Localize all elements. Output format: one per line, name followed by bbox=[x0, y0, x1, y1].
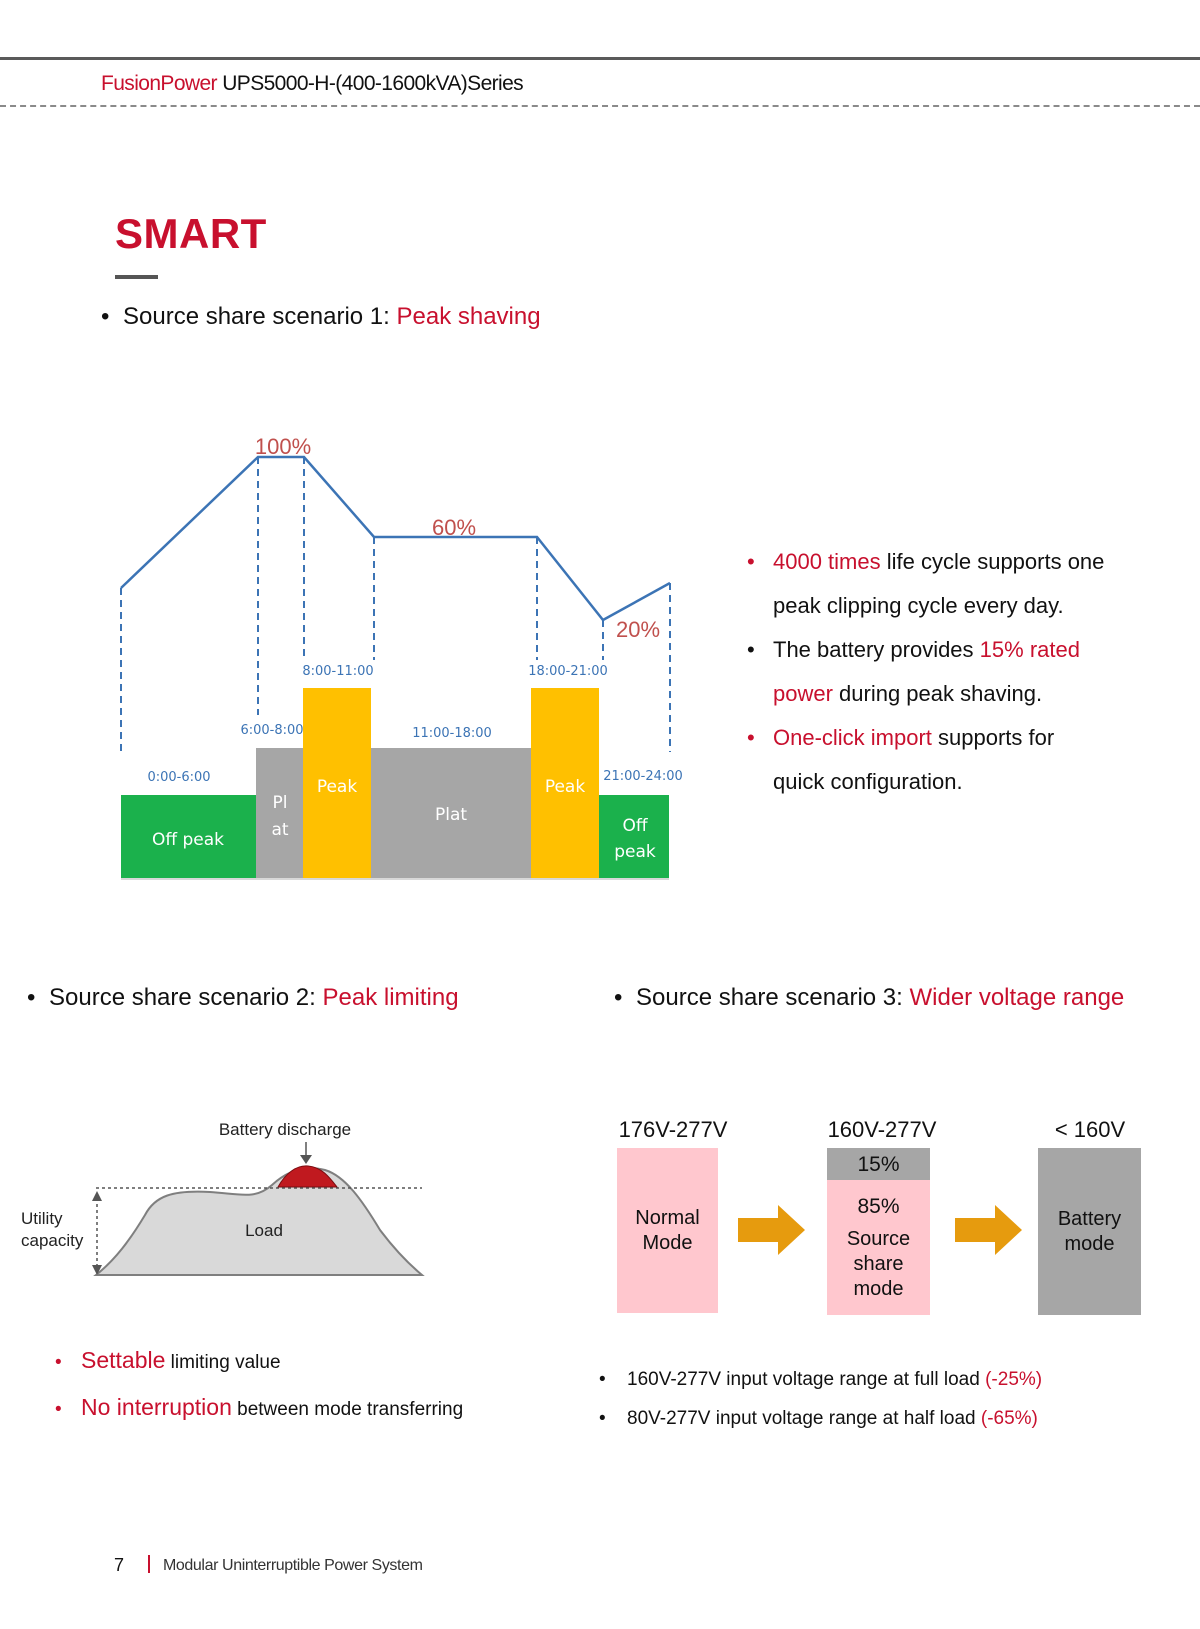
bullet1-highlight: 4000 times bbox=[773, 549, 881, 574]
battery-discharge-label: Battery discharge bbox=[218, 1120, 352, 1139]
share-battery-portion bbox=[827, 1148, 930, 1180]
battery-voltage-label: < 160V bbox=[1054, 1117, 1126, 1142]
list-item bbox=[55, 1385, 463, 1432]
time-8-11: 8:00-11:00 bbox=[302, 664, 374, 679]
bullet-icon: • bbox=[599, 1408, 606, 1429]
peak-shaving-chart bbox=[0, 0, 700, 900]
scenario3-bullets bbox=[599, 1360, 1042, 1438]
scenario2-heading bbox=[27, 984, 459, 1012]
bullet-icon: • bbox=[101, 303, 110, 330]
battery-mode-box bbox=[1038, 1148, 1141, 1315]
normal-voltage-label: 176V-277V bbox=[618, 1117, 728, 1142]
bullet3-text: supports for bbox=[931, 725, 1055, 750]
normal-mode-line1: Normal bbox=[635, 1206, 700, 1229]
seg-at: at bbox=[271, 820, 289, 840]
label-100: 100% bbox=[254, 434, 312, 459]
battery-discharge-shape bbox=[278, 1166, 337, 1187]
bullet-icon: • bbox=[55, 1399, 62, 1420]
arrow-right-icon bbox=[952, 1203, 1024, 1257]
bullet-icon: • bbox=[55, 1352, 62, 1373]
section-title: SMART bbox=[115, 210, 267, 257]
scenario3-prefix: Source share scenario 3: bbox=[636, 984, 910, 1011]
seg-peak-1: Peak bbox=[316, 777, 358, 797]
bullet-icon: • bbox=[614, 984, 623, 1011]
time-18-21: 18:00-21:00 bbox=[528, 664, 608, 679]
arrow-down-icon bbox=[300, 1155, 312, 1164]
seg-peak-2: Peak bbox=[544, 777, 586, 797]
header-brand: FusionPower bbox=[101, 72, 217, 95]
bullet-icon: • bbox=[27, 984, 36, 1011]
bullet2-highlight: 15% rated bbox=[979, 637, 1080, 662]
list-item bbox=[747, 628, 1193, 716]
normal-mode-line2: Mode bbox=[642, 1231, 693, 1254]
scenario2-prefix: Source share scenario 2: bbox=[49, 984, 323, 1011]
scenario1-highlight: Peak shaving bbox=[396, 303, 541, 330]
scenario1-bullets bbox=[747, 540, 1193, 804]
bar-off-peak-2 bbox=[599, 795, 669, 878]
list-item bbox=[55, 1338, 463, 1385]
scenario2-highlight: Peak limiting bbox=[322, 984, 459, 1011]
arrow-right-icon bbox=[735, 1203, 807, 1257]
seg-off: Off bbox=[622, 816, 648, 836]
seg-peak-small: peak bbox=[614, 842, 656, 862]
bullet-icon: • bbox=[599, 1369, 606, 1390]
seg-off-peak: Off peak bbox=[151, 830, 225, 850]
source-share-mode-box bbox=[827, 1180, 930, 1315]
time-6-8: 6:00-8:00 bbox=[240, 723, 304, 738]
share-mode-line2: share bbox=[853, 1252, 904, 1275]
page-number: 7 bbox=[114, 1555, 125, 1575]
bullet-highlight: Settable bbox=[81, 1347, 166, 1373]
bullet1-text-2: peak clipping cycle every day. bbox=[773, 593, 1064, 618]
bullet-icon: • bbox=[747, 725, 755, 750]
bullet-highlight: No interruption bbox=[81, 1394, 232, 1420]
bullet-text: between mode transferring bbox=[231, 1399, 464, 1420]
bullet-text: 80V-277V input voltage range at half load bbox=[627, 1408, 981, 1429]
share-voltage-label: 160V-277V bbox=[827, 1117, 937, 1142]
share-mode-line1: Source bbox=[846, 1227, 911, 1250]
bullet3-text-2: quick configuration. bbox=[773, 769, 963, 794]
header-model: UPS5000-H-(400-1600kVA)Series bbox=[222, 72, 524, 95]
scenario2-bullets bbox=[55, 1338, 463, 1432]
list-item bbox=[747, 716, 1193, 804]
battery-mode-line1: Battery bbox=[1057, 1207, 1122, 1230]
time-0-6: 0:00-6:00 bbox=[147, 770, 211, 785]
label-60: 60% bbox=[431, 515, 477, 540]
list-item bbox=[599, 1360, 1042, 1399]
scenario3-highlight: Wider voltage range bbox=[909, 984, 1125, 1011]
footer-text: Modular Uninterruptible Power System bbox=[163, 1557, 423, 1574]
bullet-icon: • bbox=[747, 637, 755, 662]
capacity-label: capacity bbox=[21, 1231, 84, 1250]
bullet-highlight: (-65%) bbox=[980, 1408, 1038, 1429]
load-curve bbox=[121, 457, 670, 620]
time-21-24: 21:00-24:00 bbox=[603, 769, 683, 784]
bullet-text: limiting value bbox=[165, 1352, 281, 1373]
footer-divider bbox=[148, 1555, 150, 1573]
bullet-highlight: (-25%) bbox=[985, 1369, 1043, 1390]
share-mode-line3: mode bbox=[853, 1277, 904, 1300]
load-label: Load bbox=[245, 1221, 283, 1240]
bullet2-highlight-2: power bbox=[773, 681, 833, 706]
utility-label: Utility bbox=[21, 1209, 63, 1228]
list-item bbox=[599, 1399, 1042, 1438]
bullet2-text: The battery provides bbox=[773, 637, 980, 662]
scenario1-prefix: Source share scenario 1: bbox=[123, 303, 397, 330]
bullet2-text-2: during peak shaving. bbox=[832, 681, 1043, 706]
share-battery-pct: 15% bbox=[857, 1152, 900, 1176]
bullet-text: 160V-277V input voltage range at full load bbox=[627, 1369, 986, 1390]
bullet-icon: • bbox=[747, 549, 755, 574]
arrow-up-icon bbox=[92, 1191, 102, 1201]
list-item bbox=[747, 540, 1193, 628]
normal-mode-box bbox=[617, 1148, 718, 1313]
battery-mode-line2: mode bbox=[1064, 1232, 1115, 1255]
bullet3-highlight: One-click import bbox=[773, 725, 932, 750]
scenario3-heading bbox=[614, 984, 1124, 1012]
seg-pl: Pl bbox=[272, 793, 288, 813]
seg-plat: Plat bbox=[434, 805, 468, 825]
bullet1-text: life cycle supports one bbox=[880, 549, 1105, 574]
share-utility-pct: 85% bbox=[857, 1194, 900, 1218]
time-11-18: 11:00-18:00 bbox=[412, 726, 492, 741]
peak-limiting-diagram bbox=[0, 1100, 450, 1290]
label-20: 20% bbox=[615, 617, 661, 642]
bar-plat-1 bbox=[256, 748, 303, 878]
